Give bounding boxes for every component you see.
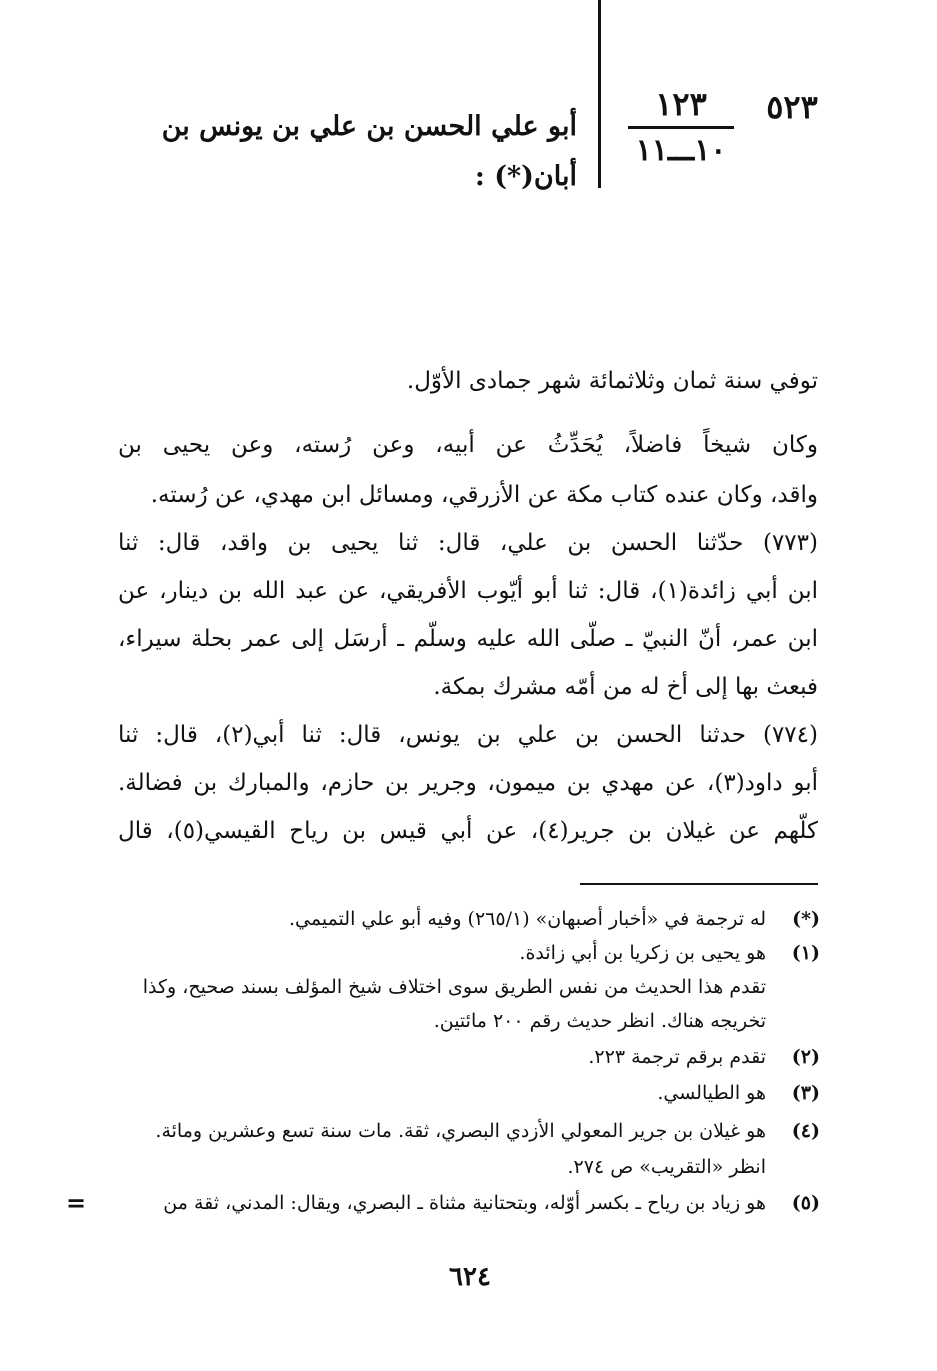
footnote-text: تخريجه هناك. انظر حديث رقم ٢٠٠ مائتين. [433, 1010, 766, 1032]
fraction-bar [628, 126, 734, 129]
footnote-text: تقدم هذا الحديث من نفس الطريق سوى اختلاف شيخ المؤلف بسند صحيح، وكذا [142, 976, 766, 998]
footnote-4-continued [80, 1150, 820, 1184]
fraction-denominator: ١٠ـــ١١ [635, 133, 727, 168]
footnote-mark: (٥) [791, 1192, 820, 1214]
body-line-6: ابن عمر، أنّ النبيّ ـ صلّى الله عليه وسلّم ـ أرسَل إلى عمر بحلة سيراء، [118, 626, 818, 652]
footnote-text: هو زياد بن رياح ـ بكسر أوّله، وبتحتانية مثناة ـ البصري، ويقال: المدني، ثقة من [163, 1192, 766, 1214]
footnote-5 [80, 1186, 820, 1220]
footnote-text: تقدم برقم ترجمة ٢٢٣. [588, 1046, 766, 1068]
footnote-mark: (٣) [791, 1082, 820, 1104]
footnote-2 [80, 1040, 820, 1074]
footnote-text: له ترجمة في «أخبار أصبهان» (٢٦٥/١) وفيه أبو علي التميمي. [288, 908, 766, 930]
body-line-9: أبو داود(٣)، عن مهدي بن ميمون، وجرير بن حازم، والمبارك بن فضالة. [118, 770, 818, 796]
footnote-mark: (٢) [791, 1046, 820, 1068]
footnote-mark: (١) [791, 942, 820, 964]
body-line-3: واقد، وكان عنده كتاب مكة عن الأزرقي، ومسائل ابن مهدي، عن رُسته. [150, 482, 818, 508]
page-number: ٦٢٤ [449, 1262, 491, 1292]
header-divider [598, 0, 601, 188]
body-line-10: كلّهم عن غيلان بن جرير(٤)، عن أبي قيس بن رياح القيسي(٥)، قال [118, 818, 818, 844]
footnote-mark: (*) [792, 908, 820, 930]
body-line-4: (٧٧٣) حدّثنا الحسن بن علي، قال: ثنا يحيى بن واقد، قال: ثنا [118, 530, 818, 556]
entry-number: ٥٢٣ [766, 88, 818, 126]
continuation-mark: = [66, 1188, 87, 1217]
body-line-2: وكان شيخاً فاضلاً، يُحَدِّثُ عن أبيه، وعن رُسته، وعن يحيى بن [118, 432, 818, 458]
fraction-numerator: ١٢٣ [655, 85, 707, 123]
title-line-2: أبان(*) : [474, 161, 577, 192]
body-line-1: توفي سنة ثمان وثلاثمائة شهر جمادى الأوّل. [406, 368, 818, 394]
body-line-8: (٧٧٤) حدثنا الحسن بن علي بن يونس، قال: ثنا أبي(٢)، قال: ثنا [118, 722, 818, 748]
footnote-1-continued-2 [80, 1004, 820, 1038]
entry-title [157, 102, 577, 202]
footnote-text: انظر «التقريب» ص ٢٧٤. [567, 1156, 766, 1178]
title-line-1: أبو علي الحسن بن علي بن يونس بن [161, 111, 577, 142]
entry-fraction [622, 86, 740, 169]
footnote-mark: (٤) [791, 1120, 820, 1142]
footnote-separator [580, 883, 818, 885]
body-line-7: فبعث بها إلى أخ له من أمّه مشرك بمكة. [433, 674, 818, 700]
footnote-text: هو غيلان بن جرير المعولي الأزدي البصري، ثقة. مات سنة تسع وعشرين ومائة. [155, 1120, 766, 1142]
footnote-text: هو يحيى بن زكريا بن أبي زائدة. [519, 942, 766, 964]
footnote-4 [80, 1114, 820, 1148]
footnote-text: هو الطيالسي. [657, 1082, 766, 1104]
body-line-5: ابن أبي زائدة(١)، قال: ثنا أبو أيّوب الأفريقي، عن عبد الله بن دينار، عن [118, 578, 818, 604]
footnote-star [80, 902, 820, 936]
footnote-1-continued [80, 970, 820, 1004]
footnote-1 [80, 936, 820, 970]
footnote-3 [80, 1076, 820, 1110]
